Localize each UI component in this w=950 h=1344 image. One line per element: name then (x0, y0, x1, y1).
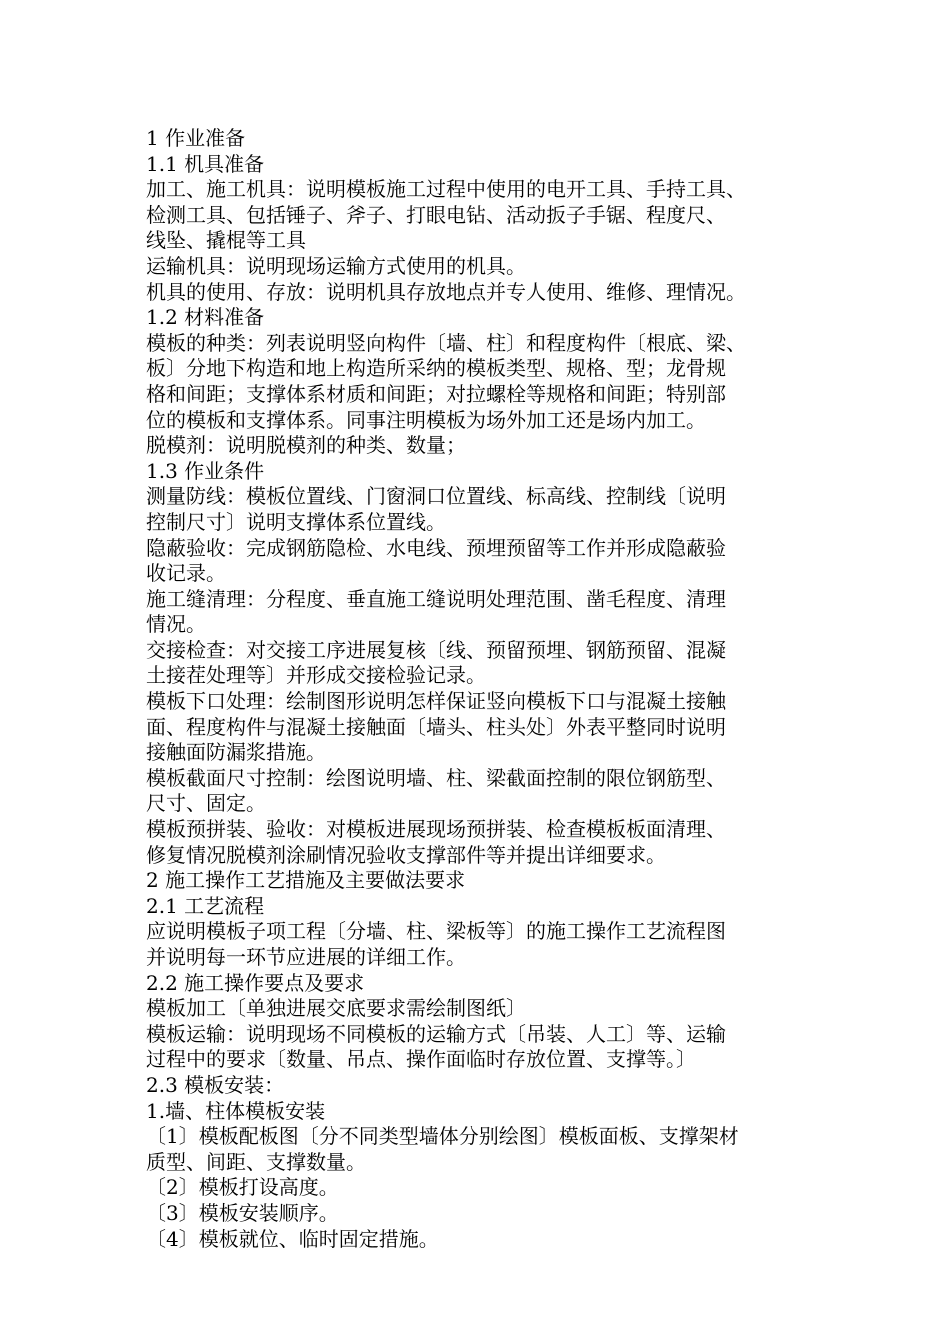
text-line: 板〕分地下构造和地上构造所采纳的模板类型、规格、型；龙骨规 (146, 356, 726, 381)
text-line: 〔2〕模板打设高度。 (146, 1175, 339, 1200)
text-line: 格和间距；支撑体系材质和间距；对拉螺栓等规格和间距；特别部 (146, 381, 726, 406)
heading-1-2: 1.2 材料准备 (146, 305, 265, 330)
text-line: 情况。 (146, 612, 206, 637)
text-line: 〔4〕模板就位、临时固定措施。 (146, 1226, 439, 1251)
text-line: 模板的种类：列表说明竖向构件〔墙、柱〕和程度构件〔根底、梁、 (146, 330, 746, 355)
heading-1-3: 1.3 作业条件 (146, 458, 265, 483)
text-line: 控制尺寸〕说明支撑体系位置线。 (146, 509, 446, 534)
text-line: 脱模剂：说明脱模剂的种类、数量； (146, 433, 466, 458)
text-line: 隐蔽验收：完成钢筋隐检、水电线、预埋预留等工作并形成隐蔽验 (146, 535, 726, 560)
text-line: 交接检查：对交接工序进展复核〔线、预留预埋、钢筋预留、混凝 (146, 637, 726, 662)
text-line: 模板运输：说明现场不同模板的运输方式〔吊装、人工〕等、运输 (146, 1021, 726, 1046)
text-line: 并说明每一环节应进展的详细工作。 (146, 945, 466, 969)
text-line: 测量防线：模板位置线、门窗洞口位置线、标高线、控制线〔说明 (146, 484, 726, 509)
text-line: 模板预拼装、验收：对模板进展现场预拼装、检查模板板面清理、 (146, 817, 726, 842)
text-line: 接触面防漏浆措施。 (146, 740, 326, 765)
heading-2-2: 2.2 施工操作要点及要求 (146, 970, 365, 995)
text-line: 土接茬处理等〕并形成交接检验记录。 (146, 663, 486, 688)
text-line: 尺寸、固定。 (146, 791, 266, 816)
text-line: 模板加工〔单独进展交底要求需绘制图纸〕 (146, 996, 526, 1021)
text-line: 修复情况脱模剂涂刷情况验收支撑部件等并提出详细要求。 (146, 842, 666, 867)
text-line: 检测工具、包括锤子、斧子、打眼电钻、活动扳子手锯、程度尺、 (146, 202, 726, 227)
heading-1-1: 1.1 机具准备 (146, 151, 265, 176)
text-line: 模板截面尺寸控制：绘图说明墙、柱、梁截面控制的限位钢筋型、 (146, 765, 726, 790)
text-line: 施工缝清理：分程度、垂直施工缝说明处理范围、凿毛程度、清理 (146, 586, 726, 611)
text-line: 运输机具：说明现场运输方式使用的机具。 (146, 253, 526, 278)
text-line: 过程中的要求〔数量、吊点、操作面临时存放位置、支撑等。〕 (146, 1047, 696, 1072)
heading-2-1: 2.1 工艺流程 (146, 893, 265, 918)
document-body (146, 126, 818, 1252)
text-line: 线坠、撬棍等工具 (146, 228, 306, 253)
text-line: 位的模板和支撑体系。同事注明模板为场外加工还是场内加工。 (146, 407, 706, 432)
text-line: 应说明模板子项工程〔分墙、柱、梁板等〕的施工操作工艺流程图 (146, 919, 726, 944)
text-line: 机具的使用、存放：说明机具存放地点并专人使用、维修、理情况。 (146, 279, 746, 304)
text-line: 〔1〕模板配板图〔分不同类型墙体分别绘图〕模板面板、支撑架材 (146, 1124, 739, 1149)
heading-2: 2 施工操作工艺措施及主要做法要求 (146, 868, 466, 893)
heading-1: 1 作业准备 (146, 126, 246, 150)
text-line: 加工、施工机具：说明模板施工过程中使用的电开工具、手持工具、 (146, 177, 746, 202)
text-line: 〔3〕模板安装顺序。 (146, 1200, 339, 1225)
text-line: 质型、间距、支撑数量。 (146, 1149, 366, 1174)
text-line: 1.墙、柱体模板安装 (146, 1098, 326, 1123)
text-line: 模板下口处理：绘制图形说明怎样保证竖向模板下口与混凝土接触 (146, 689, 726, 714)
text-line: 收记录。 (146, 561, 226, 586)
heading-2-3: 2.3 模板安装： (146, 1072, 285, 1097)
text-line: 面、程度构件与混凝土接触面〔墙头、柱头处〕外表平整同时说明 (146, 714, 726, 739)
